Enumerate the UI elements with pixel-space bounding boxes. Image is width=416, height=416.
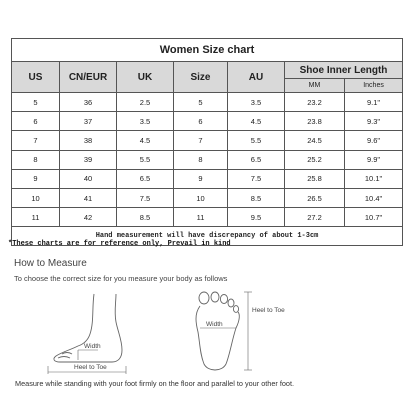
table-cell: 2.5 [117,93,174,112]
table-cell: 5 [12,93,60,112]
table-cell: 9 [12,169,60,188]
table-cell: 39 [60,150,117,169]
table-cell: 37 [60,112,117,131]
header-mm: MM [285,79,345,93]
table-cell: 9.1" [345,93,403,112]
table-row [12,169,403,188]
size-chart-table [11,38,402,246]
table-row [12,208,403,227]
table-cell: 5.5 [117,150,174,169]
table-cell: 4.5 [117,131,174,150]
how-to-measure-title: How to Measure [14,258,87,269]
width-label: Width [84,343,101,350]
table-cell: 8.5 [117,208,174,227]
table-cell: 6 [174,112,228,131]
table-cell: 6.5 [228,150,285,169]
table-row [12,150,403,169]
foot-top-view-icon [196,292,239,370]
table-cell: 4.5 [228,112,285,131]
table-cell: 42 [60,208,117,227]
header-us: US [12,62,60,93]
measurement-note: Hand measurement will have discrepancy of about 1-3cm [12,227,403,246]
table-cell: 7 [12,131,60,150]
table-row [12,131,403,150]
table-cell: 8 [12,150,60,169]
table-cell: 7 [174,131,228,150]
reference-note: *These charts are for reference only, Prevail in kind [8,240,231,248]
table-cell: 36 [60,93,117,112]
table-cell: 9.9" [345,150,403,169]
table-cell: 27.2 [285,208,345,227]
table-row [12,112,403,131]
table-cell: 26.5 [285,188,345,207]
table-row [12,93,403,112]
table-cell: 7.5 [228,169,285,188]
foot-measure-illustration [40,288,380,374]
table-cell: 10.1" [345,169,403,188]
table-cell: 8 [174,150,228,169]
table-cell: 40 [60,169,117,188]
how-to-measure-subtitle: To choose the correct size for you measure your body as follows [14,274,228,283]
foot-side-view-icon [54,294,122,362]
table-cell: 38 [60,131,117,150]
table-cell: 41 [60,188,117,207]
table-cell: 11 [174,208,228,227]
table-cell: 8.5 [228,188,285,207]
table-cell: 6 [12,112,60,131]
table-cell: 5 [174,93,228,112]
header-cn-eur: CN/EUR [60,62,117,93]
table-cell: 23.2 [285,93,345,112]
table-cell: 23.8 [285,112,345,131]
table-cell: 9.6" [345,131,403,150]
table-cell: 7.5 [117,188,174,207]
table-cell: 10 [12,188,60,207]
heel-to-toe-label-top: Heel to Toe [252,307,285,314]
measure-instruction: Measure while standing with your foot firmly on the floor and parallel to your other foot. [15,379,295,388]
table-cell: 3.5 [117,112,174,131]
table-cell: 10.4" [345,188,403,207]
header-size: Size [174,62,228,93]
table-row [12,188,403,207]
header-inches: Inches [345,79,403,93]
table-cell: 24.5 [285,131,345,150]
table-cell: 9 [174,169,228,188]
table-cell: 25.8 [285,169,345,188]
table-cell: 10 [174,188,228,207]
table-cell: 11 [12,208,60,227]
table-cell: 25.2 [285,150,345,169]
table-cell: 5.5 [228,131,285,150]
header-shoe-inner-length: Shoe Inner Length [285,62,403,79]
header-uk: UK [117,62,174,93]
chart-title: Women Size chart [12,39,403,62]
table-cell: 9.5 [228,208,285,227]
heel-to-toe-label-side: Heel to Toe [74,364,107,371]
table-cell: 9.3" [345,112,403,131]
table-cell: 6.5 [117,169,174,188]
width-label-top: Width [206,321,223,328]
table-cell: 3.5 [228,93,285,112]
table-cell: 10.7" [345,208,403,227]
header-au: AU [228,62,285,93]
